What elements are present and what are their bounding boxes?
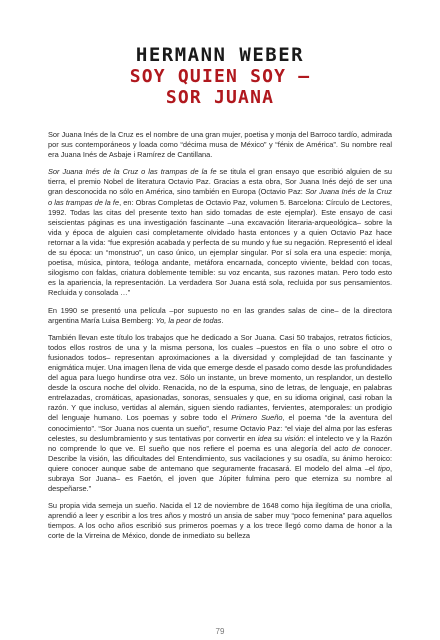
italic-text: Yo, la peor de todas — [155, 315, 222, 325]
text-run: En 1990 se presentó una película –por supuesto no en las grandes salas de cine– de la directora argentina María Luisa Bemberg: — [48, 305, 392, 325]
body-paragraph — [48, 333, 392, 495]
text-run: . Describe la visión, las dificultades del Entendimiento, sus vacilaciones y su osadía, su ánimo heroico: quiere conocer aunque sabe de antemano que seguramente fracasará. El modelo del alma –el — [48, 443, 393, 473]
text-run: , subraya Sor Juana– es Faetón, el joven que Júpiter fulmina pero que eterniza su nombre al despeñarse.” — [48, 463, 392, 494]
text-run: También llevan este título los trabajos que he dedicado a Sor Juana. Casi 50 trabajos, retratos ficticios, todos ellos rostros de una y la misma persona, los cuales –puestos en fila o uno sobre el otro o fusionados todos– representan aproximaciones a la diversidad y complejidad de tan fascinante y enigmática mujer. Una imagen llena de vida que emerge desde el pasado como desde las profundidades del agua para luego hundirse otra vez. Sólo un instante, un breve momento, un resplandor, un destello desde la oscura noche del olvido. Renacida, no de la espuma, sino de letras, de lenguaje, en palabras entrelazadas, cromáticas, apasionadas, sonoras, sensuales y que, en su idioma original, casi roban la razón. Y que incluso, vertidas al alemán, siguen siendo radiantes, fervientes, atemporales: un prodigio del lenguaje humano. Los poemas y sobre todo el — [48, 332, 392, 423]
italic-text: Sor Juana Inés de la Cruz o las trampas de la fe — [48, 187, 393, 207]
body-paragraph — [48, 306, 392, 326]
title-block — [48, 44, 392, 108]
italic-text: Primero Sueño — [231, 413, 283, 423]
italic-text: idea — [257, 433, 272, 443]
text-run: Sor Juana Inés de la Cruz es el nombre de una gran mujer, poetisa y monja del Barroco tardío, admirada por sus contemporáneos y loada como “décima musa de México” y “fénix de América”. Su nombre real era Juana Inés de Asbaje i Ramírez de Cantillana. — [48, 130, 392, 160]
text-run: : el intelecto ve y la Razón no comprende lo que ve. El sueño que nos refiere el poema es una alegoría del — [48, 433, 392, 453]
article-title-line-1: SOY QUIEN SOY – — [129, 66, 311, 87]
text-run: . — [221, 315, 224, 325]
page-number: 79 — [215, 627, 225, 636]
body-paragraph — [48, 167, 392, 298]
italic-text: acto de conocer — [334, 443, 390, 453]
article-title-line-2: SOR JUANA — [165, 87, 275, 108]
italic-text: Sor Juana Inés de la Cruz o las trampas de la fe — [48, 167, 217, 177]
body-paragraph — [48, 130, 392, 160]
italic-text: visión — [284, 433, 304, 443]
text-run: , en: Obras Completas de Octavio Paz, volumen 5. Barcelona: Círculo de Lectores, 1992. Todas las citas del presente texto han sido tomadas de este ejemplar). Este ensayo de casi seiscientas páginas es una investigación fascinante –una excavación literaria-arqueológica– sobre la vida y época de alguien casi completamente olvidado hasta entonces y a quien Octavio Paz hace retornar a la vida: “fue expresión acabada y perfecta de su mundo y fue su negación. Representó el ideal de su época: un “monstruo”, un caso único, un ejemplar singular. Por sí sola era una especie: monja, poetisa, música, pintora, teóloga andante, metáfora encarnada, concepto viviente, beldad con tocas, silogismo con faldas, criatura doblemente temible: su voz encanta, sus razones matan. Pero todo esto es la apariencia, la representación. La verdadera Sor Juana está sola, recluida por sus pensamientos. Recluida y consolada …” — [48, 197, 392, 298]
author-name: HERMANN WEBER — [135, 44, 305, 66]
body-paragraph — [48, 501, 392, 541]
text-run: se titula el gran ensayo que escribió alguien de su tierra, el premio Nobel de literatura Octavio Paz. Gracias a esta obra, Sor Juana Inés dejó de ser una gran desconocida no sólo en América, sino también en Europa (Octavio Paz: — [48, 167, 392, 197]
text-run: su — [271, 433, 285, 443]
article-body — [48, 130, 392, 542]
text-run: , el poema “de la aventura del conocimiento”. “Sor Juana nos cuenta un sueño”, resume Octavio Paz: “el viaje del alma por las esferas celestes, su deslumbramiento y sus tentativas por convertir en — [48, 413, 392, 443]
text-run: Su propia vida semeja un sueño. Nacida el 12 de noviembre de 1648 como hija ilegítima de una criolla, aprendió a leer y escribir a los tres años y mostró un ansia de saber muy “poco femenina” para aquellos tiempos. A los ocho años escribió sus primeros poemas y a los trece llegó como dama de honor a la corte de la Virreina de México, donde de inmediato su belleza — [48, 501, 392, 541]
italic-text: tipo — [378, 463, 390, 473]
